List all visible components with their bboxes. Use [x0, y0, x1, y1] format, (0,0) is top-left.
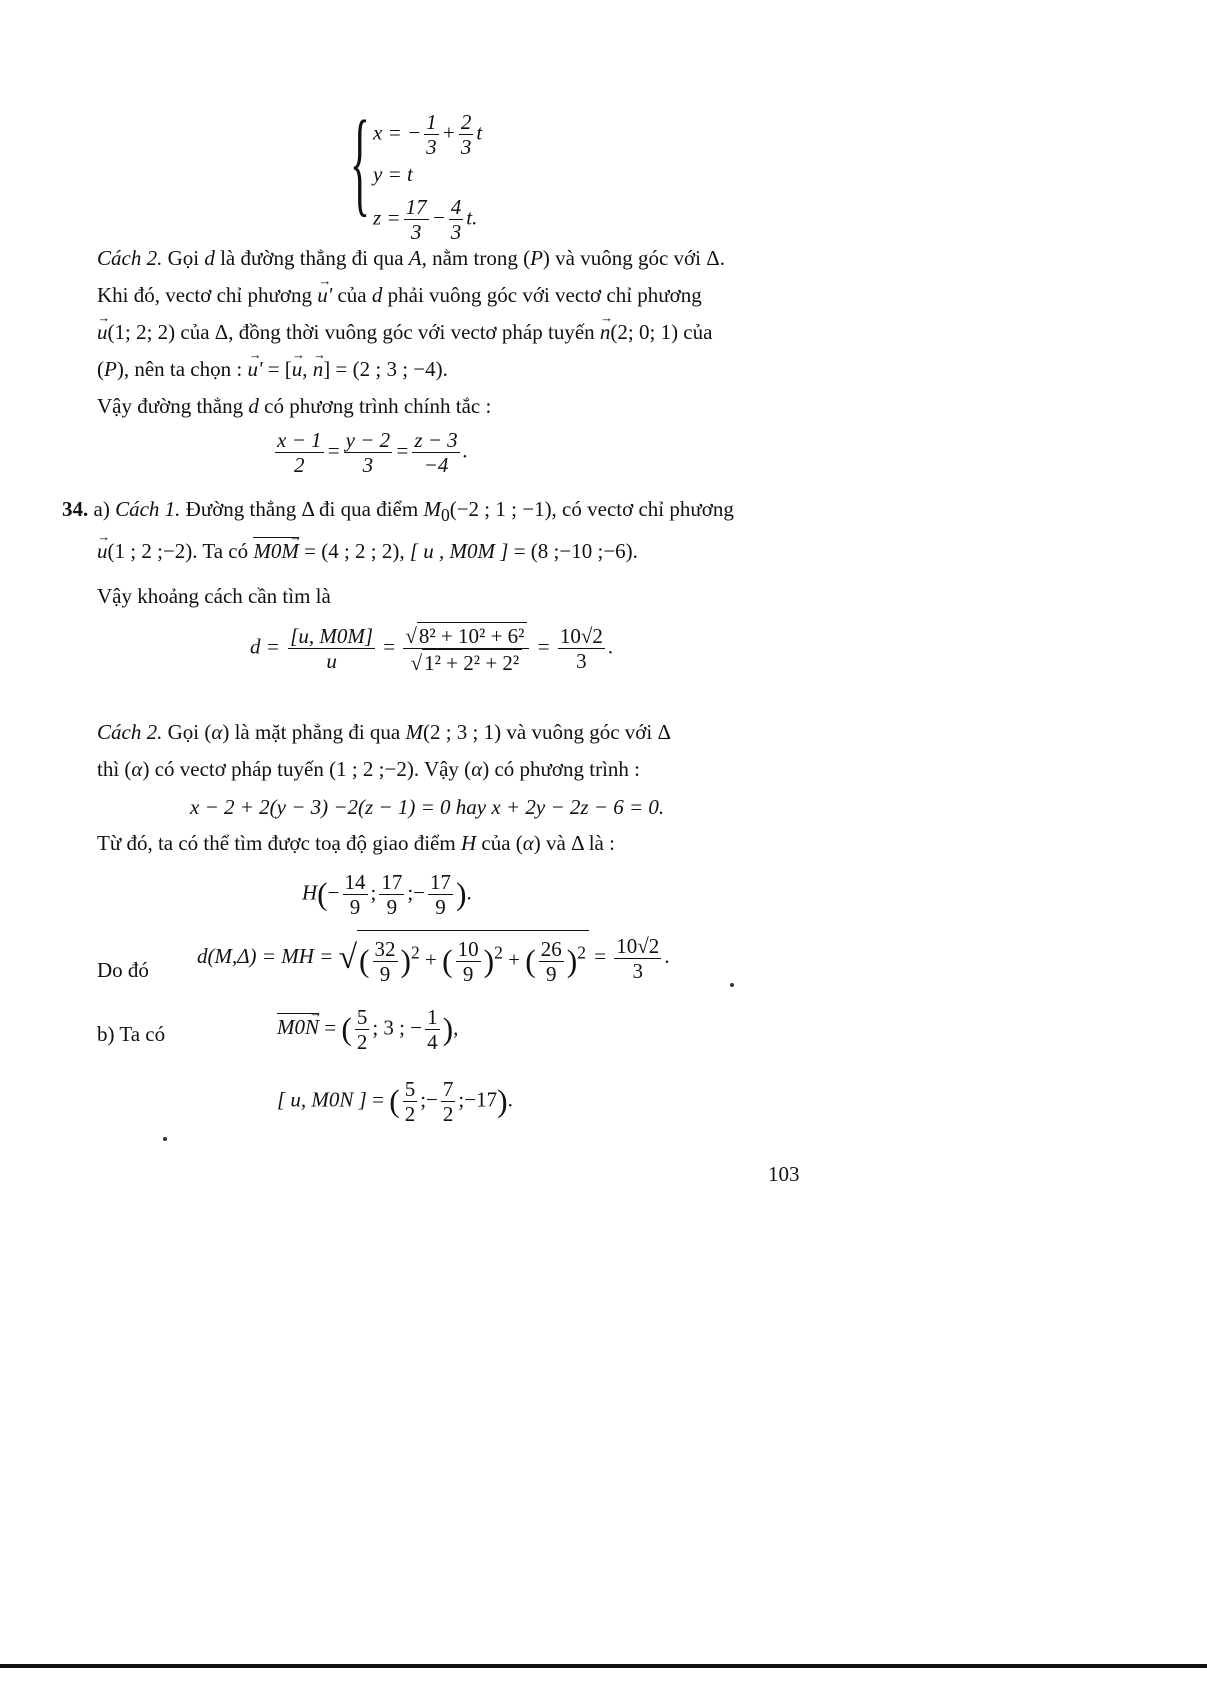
system-z-line: z = $\frac{17}{3}$ − $\frac{4}{3}$ t.: [373, 195, 478, 245]
cach2-d-line3: → u(1; 2; 2) của Δ, đồng thời vuông góc với vectơ pháp tuyến → n(2; 0; 1) của: [97, 320, 712, 345]
page-number: 103: [768, 1162, 800, 1186]
speck: [730, 983, 734, 987]
cach2-d-line4: (P), nên ta chọn : → u' = [→ u, → n] = (2 ; 3 ; −4).: [97, 357, 448, 382]
distance-MH: d(M,Δ) = MH = √( $\frac{32}{9}$ )$^2$ + ( $\frac{10}{9}$ )$^2$ + ( $\frac{26}{9}$ )$^2$ = $\frac{10√2}{3}$ .: [197, 930, 670, 986]
speck: [163, 1137, 167, 1141]
dodo-label: Do đó: [97, 958, 149, 982]
cach2-alpha-line3: Từ đó, ta có thể tìm được toạ độ giao điểm H của (α) và Δ là :: [97, 831, 615, 855]
scan-edge-rule: [0, 1664, 1207, 1668]
cach2-d-line1: Cách 2. Gọi d là đường thẳng đi qua A, nằm trong (P) và vuông góc với Δ.: [97, 246, 726, 270]
p34-line1: 34. a) Cách 1. Đường thẳng Δ đi qua điểm $M_0(-2$ ; 1 ; −1), có vectơ chỉ phương: [62, 497, 734, 526]
system-brace: {: [350, 96, 370, 227]
part-b-label: b) Ta có: [97, 1022, 166, 1046]
point-H: H(− $\frac{14}{9}$ ; $\frac{17}{9}$ ;− $\frac{17}{9}$ ).: [302, 870, 472, 920]
vector-M0N: M0N → = ( $\frac{5}{2}$ ; 3 ; − $\frac{1}{4}$ ),: [277, 1005, 458, 1054]
cach2-alpha-line2: thì (α) có vectơ pháp tuyến (1 ; 2 ;−2). Vậy (α) có phương trình :: [97, 757, 641, 781]
canonical-equation: $\frac{x - 1}{2}$ = $\frac{y - 2}{3}$ = $\frac{z - 3}{-4}$ .: [277, 428, 468, 478]
cach2-d-line5: Vậy đường thẳng d có phương trình chính tắc :: [97, 394, 492, 418]
system-x-line: x = − $\frac{1}{3}$ + $\frac{2}{3}$ t: [373, 110, 483, 160]
distance-formula: d = $\frac{[u, M0M]}{u}$ = $\frac{\text{√8² + 10² + 6²}}{\text{√1² + 2² + 2²}}$ = $\frac{10√2}{3}$ .: [250, 624, 614, 676]
plane-equation: x − 2 + 2(y − 3) −2(z − 1) = 0 hay x + 2y − 2z − 6 = 0.: [190, 795, 665, 819]
cross-product-b: [ u, M0N ] = ( $\frac{5}{2}$ ;− $\frac{7}{2}$ ;−17).: [277, 1077, 513, 1127]
p34-line3: Vậy khoảng cách cần tìm là: [97, 584, 331, 608]
system-y-line: y = t: [373, 162, 413, 186]
p34-line2: → u(1 ; 2 ;−2). Ta có M0M → = (4 ; 2 ; 2), [ u , M0M ] = (8 ;−10 ;−6).: [97, 537, 638, 564]
cach2-alpha-line1: Cách 2. Gọi (α) là mặt phẳng đi qua M(2 ; 3 ; 1) và vuông góc với Δ: [97, 720, 671, 744]
cach2-d-line2: Khi đó, vectơ chỉ phương → u' của d phải vuông góc với vectơ chỉ phương: [97, 283, 702, 308]
